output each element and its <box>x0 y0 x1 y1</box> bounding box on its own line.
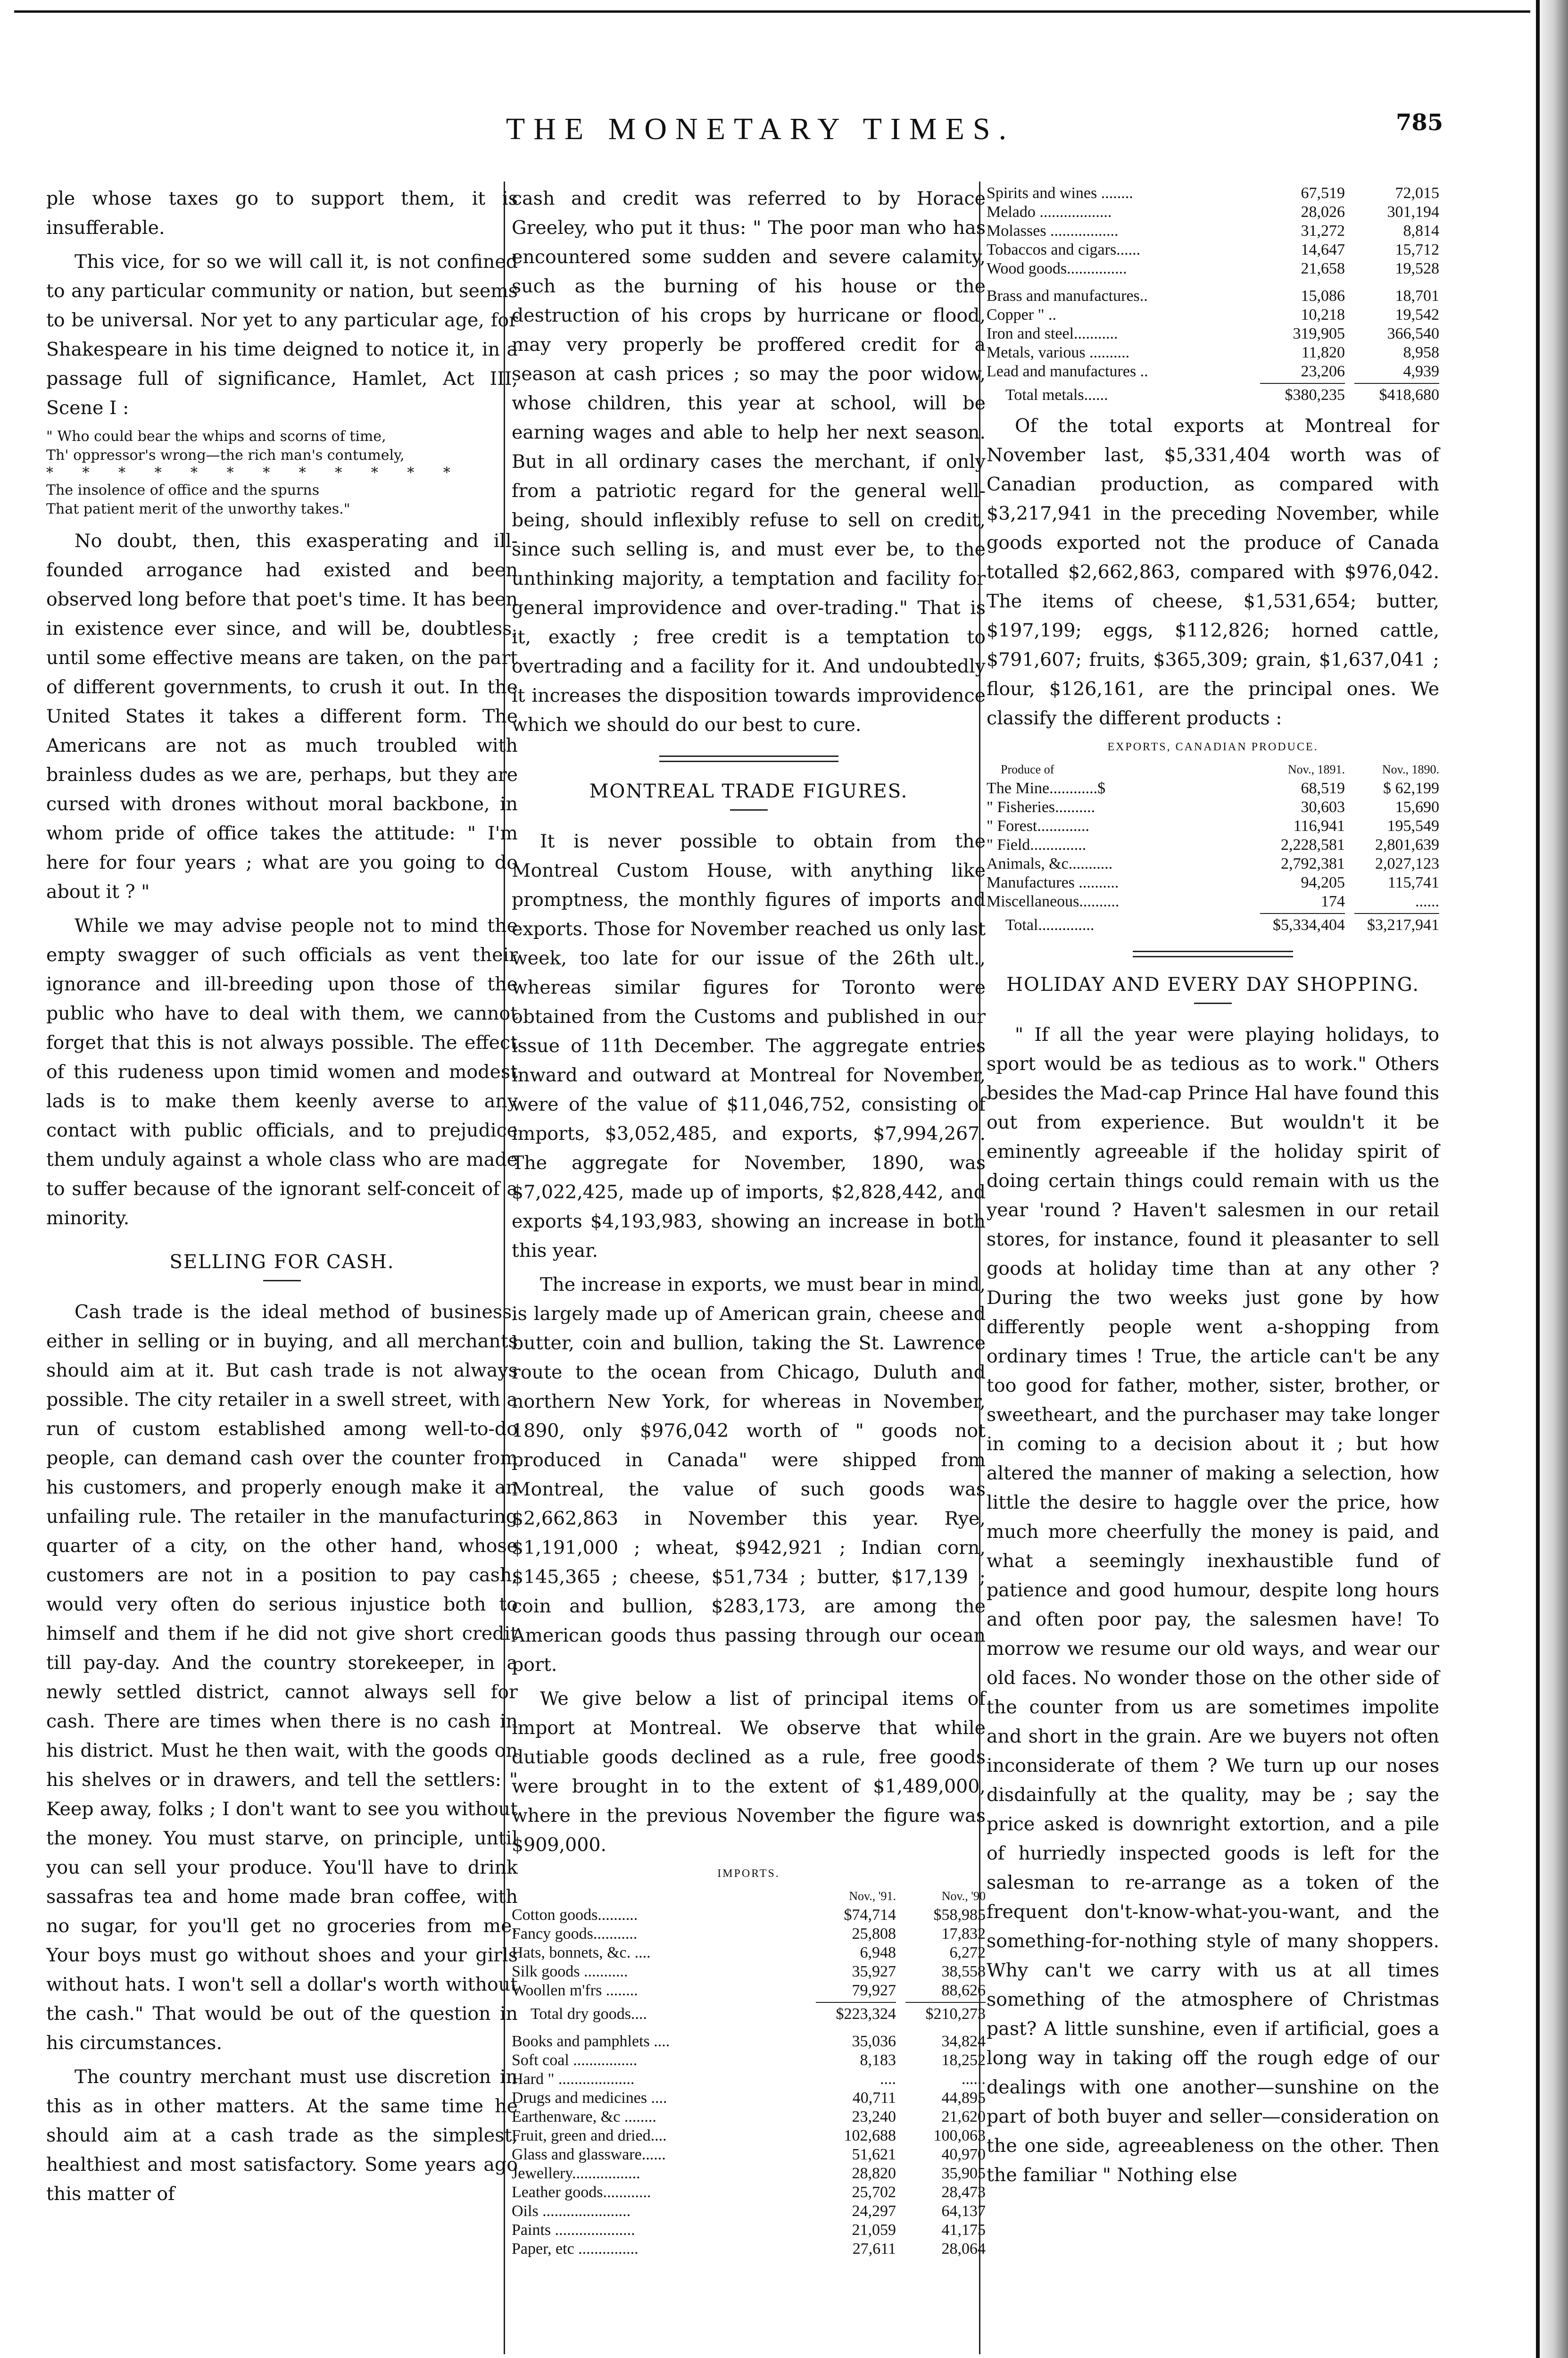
table-row <box>512 2221 986 2240</box>
row-value: .... <box>880 2070 896 2088</box>
table-row <box>987 873 1439 892</box>
row-label: Melado .................. <box>987 203 1112 221</box>
section-heading: MONTREAL TRADE FIGURES. <box>589 780 908 802</box>
paragraph: While we may advise people not to mind the empty swagger of such officials as vent their ignorance and ill-breeding upon those of the public who have to deal with them, we cannot forget that this is not always possible. The effect of this rudeness upon timid women and modest lads is to make them keenly averse to any contact with public officials, and to prejudice them unduly against a whole class who are made to suffer because of the ignorant self-conceit of a minority. <box>46 915 518 1229</box>
row-value: 94,205 <box>1301 874 1345 891</box>
section-heading: SELLING FOR CASH. <box>169 1251 395 1273</box>
row-value: 2,792,381 <box>1281 855 1345 872</box>
row-value: 8,958 <box>1403 344 1439 361</box>
row-value: 18,252 <box>941 2051 986 2069</box>
row-value: 40,970 <box>941 2146 986 2163</box>
page-edge-shadow <box>1540 0 1568 2358</box>
total-label: Total metals...... <box>1005 386 1108 404</box>
total-value: $210,273 <box>925 2005 986 2023</box>
row-value: 10,218 <box>1301 306 1345 324</box>
row-value: 21,059 <box>852 2221 896 2239</box>
double-rule <box>1133 951 1293 957</box>
row-value: 2,027,123 <box>1375 855 1439 872</box>
row-label: Jewellery................. <box>512 2165 640 2182</box>
row-label: Books and pamphlets .... <box>512 2033 670 2050</box>
row-value: ...... <box>1415 893 1439 910</box>
row-label: Wood goods............... <box>987 260 1127 277</box>
row-value: 2,801,639 <box>1375 836 1439 854</box>
row-label: " Field.............. <box>987 836 1087 854</box>
column-header: Nov., 1891. <box>1287 763 1345 776</box>
paragraph: No doubt, then, this exasperating and ill-founded arrogance had existed and been observed long before that poet's time. It has been in existence ever since, and will be, doubtless, until some effective means are taken, on the part of different governments, to crush it out. In the United States it takes a different form. The Americans are not as much troubled with brainless dudes as we are, perhaps, but they are cursed with drones without moral backbone, in whom pride of office takes the attitude: " I'm here for four years ; what are you going to do about it ? " <box>46 530 518 903</box>
row-value: 19,542 <box>1395 306 1439 324</box>
row-value: 35,905 <box>941 2165 986 2182</box>
table-row <box>512 2032 986 2051</box>
row-value: 51,621 <box>852 2146 896 2163</box>
row-value: 15,712 <box>1395 241 1439 258</box>
row-label: Iron and steel........... <box>987 325 1118 342</box>
row-value: 28,064 <box>941 2240 986 2258</box>
row-value: 88,626 <box>941 1982 986 1999</box>
row-value: 366,540 <box>1387 325 1439 342</box>
row-label: Oils ...................... <box>512 2202 631 2220</box>
row-label: Hard " ................... <box>512 2070 635 2088</box>
row-value: 6,948 <box>860 1944 896 1961</box>
double-rule <box>659 756 838 762</box>
imports-rows <box>987 287 1439 381</box>
table-row <box>987 259 1439 278</box>
table-total-row <box>987 916 1439 935</box>
row-value: 2,228,581 <box>1281 836 1345 854</box>
paragraph: cash and credit was referred to by Horace Greeley, who put it thus: " The poor man who has encountered some sudden and severe calamity, such as the burning of his house or the destruction of his crops by hurricane or flood, may very properly be proffered credit for a season at cash prices ; so may the poor widow, whose children, this year at school, will be earning wages and able to help her next season. But in all ordinary cases the merchant, if only from a patriotic regard for the general well-being, should inflexibly refuse to sell on credit, since such selling is, and must ever be, to the unthinking majority, a temptation and facility for general improvidence and over-trading." That is it, exactly ; free credit is a temptation to overtrading and a facility for it. And undoubtedly it increases the disposition towards improvidence which we should do our best to cure. <box>512 188 986 736</box>
table-header <box>512 1887 986 1906</box>
total-value: $3,217,941 <box>1367 916 1439 934</box>
column-header: Nov., '91. <box>849 1889 896 1903</box>
quote-line: The insolence of office and the spurns <box>46 482 320 498</box>
row-label: Miscellaneous.......... <box>987 893 1120 910</box>
row-value: 41,175 <box>941 2221 986 2239</box>
column-header: Nov., 1890. <box>1382 763 1439 776</box>
row-value: 30,603 <box>1301 798 1345 816</box>
row-label: Cotton goods.......... <box>512 1906 638 1924</box>
column-header: Nov., '90 <box>941 1889 986 1903</box>
total-label: Total dry goods.... <box>531 2005 647 2023</box>
section-heading: HOLIDAY AND EVERY DAY SHOPPING. <box>1006 974 1419 996</box>
table-total-row <box>987 386 1439 405</box>
row-label: Animals, &c........... <box>987 855 1113 872</box>
row-value: 79,927 <box>852 1982 896 1999</box>
table-row <box>512 1962 986 1981</box>
table-row <box>512 2126 986 2145</box>
sum-rule <box>987 383 1439 384</box>
row-value: 6,272 <box>949 1944 986 1961</box>
top-rule <box>14 10 1530 13</box>
row-value: 174 <box>1321 893 1345 910</box>
table-row <box>512 2183 986 2202</box>
row-label: The Mine............$ <box>987 780 1106 797</box>
row-value: 72,015 <box>1395 184 1439 202</box>
row-value: 301,194 <box>1387 203 1439 221</box>
row-label: Fruit, green and dried.... <box>512 2127 667 2144</box>
paragraph: " If all the year were playing holidays, to sport would be as tedious as to work." Others besides the Mad-cap Prince Hal have found this out from experience. But wouldn't it be eminently agreeable if the holiday spirit of doing certain things could remain with us the year 'round ? Haven't salesmen in our retail stores, for instance, found it pleasanter to sell goods at holiday time than at any other ? During the two weeks just gone by how differently people went a-shopping from ordinary times ! True, the article can't be any too good for father, mother, sister, brother, or sweetheart, and the purchaser may take longer in coming to a decision about it ; but how altered the manner of making a selection, how little the desire to haggle over the price, how much more cheerfully the money is paid, and what a seemingly inexhaustible fund of patience and good humour, despite long hours and often poor pay, the salesmen have! To morrow we resume our old ways, and wear our old faces. No wonder those on the other side of the counter from us are sometimes impolite and short in the grain. Are we buyers not often inconsiderate of them ? We turn up our noses disdainfully at the quality, may be ; say the price asked is downright extortion, and a pile of hurriedly inspected goods is left for the salesman to re-arrange as a token of the frequent don't-know-what-you-want, and the something-for-nothing style of many shoppers. Why can't we carry with us at all times something of the atmosphere of Christmas past? A little sunshine, even if artificial, goes a long way in taking off the rough edge of our dealings with one another—sunshine on the part of both buyer and seller—consideration on the one side, agreeableness on the other. Then the familiar " Nothing else <box>987 1024 1439 2186</box>
row-label: Manufactures .......... <box>987 874 1119 891</box>
row-value: 28,820 <box>852 2165 896 2182</box>
paragraph: Cash trade is the ideal method of business, either in selling or in buying, and all merchants should aim at it. But cash trade is not always possible. The city retailer in a swell street, with a run of custom established among well-to-do people, can demand cash over the counter from his customers, and properly enough make it an unfailing rule. The retailer in the manufacturing quarter of a city, on the other hand, whose customers are not in a position to pay cash, would very often do serious injustice both to himself and them if he did not give short credit till pay-day. And the country storekeeper, in a newly settled district, cannot always sell for cash. There are times when there is no cash in his district. Must he then wait, with the goods on his shelves or in drawers, and tell the settlers: " Keep away, folks ; I don't want to see you without the money. You must starve, on principle, until you can sell your produce. You'll have to drink sassafras tea and home made bran coffee, with no sugar, for you'll get no groceries from me. Your boys must go without shoes and your girls without hats. I won't sell a dollar's worth without the cash." That would be out of the question in his circumstances. <box>46 1301 518 2054</box>
row-value: 17,832 <box>941 1925 986 1943</box>
table-row <box>512 2240 986 2258</box>
column-2 <box>512 184 986 2258</box>
total-value: $223,324 <box>836 2005 896 2023</box>
row-value: 24,297 <box>852 2202 896 2220</box>
row-value: 67,519 <box>1301 184 1345 202</box>
table-row <box>512 2070 986 2089</box>
imports-rows <box>512 2032 986 2258</box>
row-label: Paper, etc ............... <box>512 2240 639 2258</box>
row-value: 28,026 <box>1301 203 1345 221</box>
row-label: Soft coal ................ <box>512 2051 638 2069</box>
row-label: " Forest............. <box>987 817 1089 835</box>
row-value: 116,941 <box>1293 817 1345 835</box>
table-header <box>987 760 1439 779</box>
imports-table <box>512 1864 986 2258</box>
table-row <box>987 798 1439 817</box>
table-row <box>987 241 1439 259</box>
row-value: 23,240 <box>852 2108 896 2126</box>
row-value: 28,473 <box>941 2184 986 2201</box>
table-row <box>512 2202 986 2221</box>
hamlet-quote <box>46 427 518 519</box>
paragraph: The increase in exports, we must bear in mind, is largely made up of American grain, cheese and butter, coin and bullion, taking the St. Lawrence route to the ocean from Chicago, Duluth and northern New York, for whereas in November, 1890, only $976,042 worth of " goods not produced in Canada" were shipped from Montreal, the value of such goods was $2,662,863 in November this year. Rye, $1,191,000 ; wheat, $942,921 ; Indian corn, $145,365 ; cheese, $51,734 ; butter, $17,139 ; coin and bullion, $283,173, are among the American goods thus passing through our ocean port. <box>512 1274 986 1676</box>
row-value: $58,985 <box>933 1906 986 1924</box>
row-value: 44,895 <box>941 2089 986 2107</box>
table-row <box>987 203 1439 222</box>
page-edge-border <box>1536 0 1540 2358</box>
row-label: Hats, bonnets, &c. .... <box>512 1944 651 1961</box>
paragraph: It is never possible to obtain from the Montreal Custom House, with anything like promptness, the monthly figures of imports and exports. Those for November reached us only last week, too late for our issue of the 26th ult., whereas similar figures for Toronto were obtained from the Customs and published in our issue of 11th December. The aggregate entries inward and outward at Montreal for November, were of the value of $11,046,752, consisting of imports, $3,052,485, and exports, $7,994,267. The aggregate for November, 1890, was $7,022,425, made up of imports, $2,828,442, and exports $4,193,983, showing an increase in both this year. <box>512 830 986 1262</box>
table-row <box>987 306 1439 324</box>
page-number: 785 <box>1396 109 1444 136</box>
quote-line: Th' oppressor's wrong—the rich man's contumely, <box>46 447 405 464</box>
row-label: Molasses ................. <box>987 222 1119 240</box>
table-row <box>987 892 1439 911</box>
table-row <box>512 1981 986 2000</box>
row-label: Paints .................... <box>512 2221 635 2239</box>
row-value: 15,086 <box>1301 287 1345 305</box>
paragraph: Of the total exports at Montreal for November last, $5,331,404 worth was of Canadian production, as compared with $3,217,941 in the preceding November, while goods exported not the produce of Canada totalled $2,662,863, compared with $976,042. The items of cheese, $1,531,654; butter, $197,199; eggs, $112,826; horned cattle, $791,607; fruits, $365,309; grain, $1,637,041 ; flour, $126,161, are the principal ones. We classify the different products : <box>987 415 1439 729</box>
row-label: Fancy goods........... <box>512 1925 638 1943</box>
table-row <box>987 324 1439 343</box>
row-value: 38,558 <box>941 1963 986 1980</box>
paragraph: The country merchant must use discretion in this as in other matters. At the same time he should aim at a cash trade as the simplest, healthiest and most satisfactory. Some years ago this matter of <box>46 2066 518 2205</box>
row-value: 195,549 <box>1387 817 1439 835</box>
row-value: 102,688 <box>844 2127 896 2144</box>
row-value: 8,183 <box>860 2051 896 2069</box>
quote-line: That patient merit of the unworthy takes." <box>46 501 350 517</box>
table-row <box>512 2089 986 2108</box>
row-value: 35,036 <box>852 2033 896 2050</box>
paragraph: ple whose taxes go to support them, it is insufferable. <box>46 188 518 239</box>
row-value: $ 62,199 <box>1383 780 1439 797</box>
total-value: $5,334,404 <box>1273 916 1345 934</box>
row-label: Silk goods ........... <box>512 1963 628 1980</box>
column-1 <box>46 184 518 2213</box>
table-row <box>512 1943 986 1962</box>
total-value: $418,680 <box>1379 386 1439 404</box>
row-label: " Fisheries.......... <box>987 798 1095 816</box>
imports-rows <box>987 184 1439 278</box>
row-value: 19,528 <box>1395 260 1439 277</box>
row-value: $74,714 <box>844 1906 896 1924</box>
row-label: Metals, various .......... <box>987 344 1130 361</box>
row-label: Glass and glassware...... <box>512 2146 666 2163</box>
table-row <box>987 287 1439 306</box>
table-row <box>987 836 1439 855</box>
table-row <box>512 2145 986 2164</box>
row-value: 100,063 <box>933 2127 986 2144</box>
table-row <box>512 1925 986 1943</box>
table-title: IMPORTS. <box>717 1868 780 1880</box>
row-label: Leather goods............ <box>512 2184 651 2201</box>
row-label: Drugs and medicines .... <box>512 2089 667 2107</box>
row-value: 18,701 <box>1395 287 1439 305</box>
row-label: Woollen m'frs ........ <box>512 1982 638 1999</box>
row-value: 8,814 <box>1403 222 1439 240</box>
row-value: 23,206 <box>1301 363 1345 380</box>
sum-rule <box>987 913 1439 914</box>
ellipsis-stars: * * * * * * * * * * * * <box>46 465 463 481</box>
row-value: 21,658 <box>1301 260 1345 277</box>
row-value: 31,272 <box>1301 222 1345 240</box>
row-value: 115,741 <box>1387 874 1439 891</box>
exports-table <box>987 738 1439 935</box>
row-label: Lead and manufactures .. <box>987 363 1148 380</box>
row-value: 64,137 <box>941 2202 986 2220</box>
paragraph: We give below a list of principal items of import at Montreal. We observe that while dutiable goods declined as a rule, free goods were brought in to the extent of $1,489,000, where in the previous November the figure was $909,000. <box>512 1688 986 1856</box>
column-3 <box>987 184 1439 2194</box>
quote-line: " Who could bear the whips and scorns of time, <box>46 428 386 445</box>
row-value: 21,620 <box>941 2108 986 2126</box>
short-rule <box>730 809 768 811</box>
table-title: EXPORTS, CANADIAN PRODUCE. <box>1107 741 1319 753</box>
row-value: 35,927 <box>852 1963 896 1980</box>
imports-rows <box>512 1906 986 2000</box>
table-row <box>987 779 1439 798</box>
row-value: 4,939 <box>1403 363 1439 380</box>
row-value: 40,711 <box>852 2089 896 2107</box>
table-row <box>512 2051 986 2070</box>
row-value: 15,690 <box>1395 798 1439 816</box>
exports-rows <box>987 779 1439 911</box>
table-row <box>987 817 1439 836</box>
sum-rule <box>512 2002 986 2003</box>
row-label: Tobaccos and cigars...... <box>987 241 1141 258</box>
table-row <box>512 2164 986 2183</box>
column-header: Produce of <box>1001 763 1054 776</box>
table-total-row <box>512 2005 986 2024</box>
paragraph: This vice, for so we will call it, is not confined to any particular community or nation, but seems to be universal. Nor yet to any particular age, for Shakespeare in his time deigned to notice it, in a passage full of significance, Hamlet, Act III, Scene I : <box>46 251 518 419</box>
short-rule <box>263 1280 301 1281</box>
row-value: 68,519 <box>1301 780 1345 797</box>
imports-continued-table <box>987 184 1439 405</box>
table-row <box>987 222 1439 241</box>
total-label: Total.............. <box>1005 916 1095 934</box>
row-value: ...... <box>962 2070 986 2088</box>
row-label: Earthenware, &c ........ <box>512 2108 656 2126</box>
row-label: Copper " .. <box>987 306 1056 324</box>
table-row <box>512 1906 986 1925</box>
masthead-title: THE MONETARY TIMES. <box>506 112 1015 146</box>
row-value: 11,820 <box>1301 344 1345 361</box>
row-value: 14,647 <box>1301 241 1345 258</box>
table-row <box>987 855 1439 873</box>
table-row <box>987 184 1439 203</box>
row-label: Spirits and wines ........ <box>987 184 1133 202</box>
row-value: 34,824 <box>941 2033 986 2050</box>
row-value: 319,905 <box>1293 325 1345 342</box>
row-value: 25,702 <box>852 2184 896 2201</box>
table-row <box>512 2108 986 2126</box>
table-row <box>987 343 1439 362</box>
short-rule <box>1194 1003 1232 1004</box>
row-label: Brass and manufactures.. <box>987 287 1148 305</box>
row-value: 25,808 <box>852 1925 896 1943</box>
table-row <box>987 362 1439 381</box>
total-value: $380,235 <box>1285 386 1345 404</box>
row-value: 27,611 <box>852 2240 896 2258</box>
